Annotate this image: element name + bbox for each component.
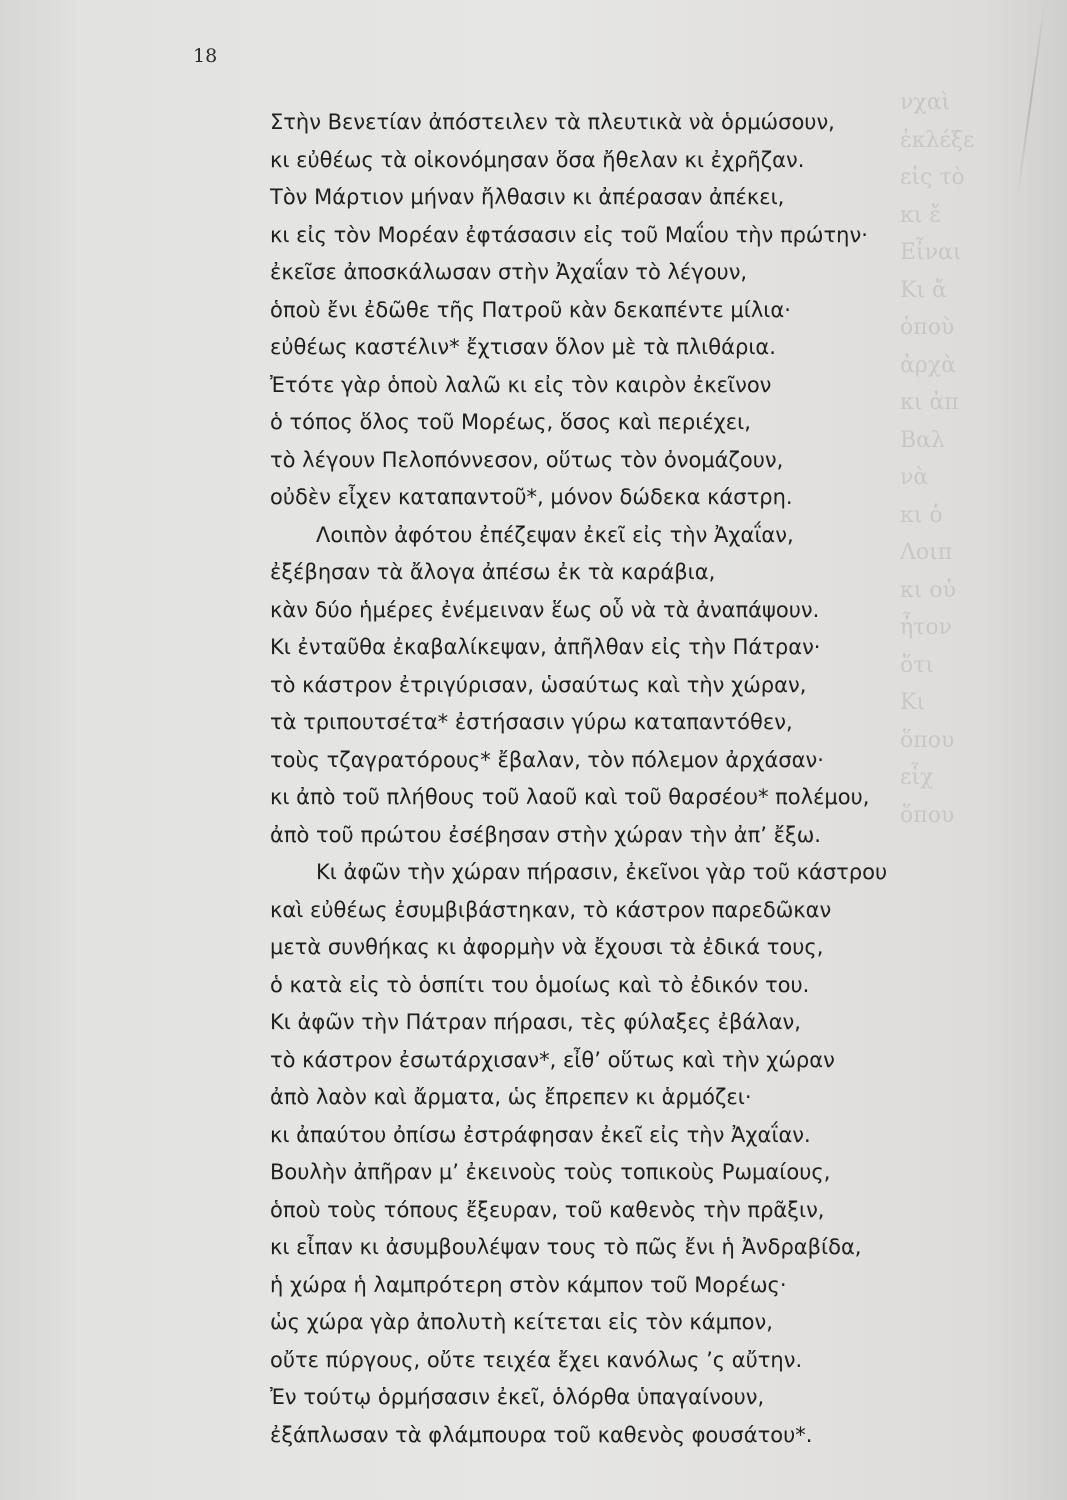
verse-line: εὐθέως καστέλιν* ἔχτισαν ὅλον μὲ τὰ πλιθάρια.: [270, 335, 776, 359]
verse-line: τὸ λέγουν Πελοπόννεσον, οὕτως τὸν ὀνομάζουν,: [270, 447, 784, 472]
verse-line: ὁ τόπος ὅλος τοῦ Μορέως, ὅσος καὶ περιέχει,: [270, 410, 751, 434]
verse-line: ἐξέβησαν τὰ ἄλογα ἀπέσω ἐκ τὰ καράβια,: [270, 560, 716, 584]
verse-line: τὸ κάστρον ἐτριγύρισαν, ὡσαύτως καὶ τὴν χώραν,: [270, 672, 807, 697]
verse-line: κι εὐθέως τὰ οἰκονόμησαν ὅσα ἤθελαν κι ἐχρῆζαν.: [270, 147, 805, 172]
verse-line: καὶ εὐθέως ἐσυμβιβάστηκαν, τὸ κάστρον παρεδῶκαν: [270, 897, 832, 922]
verse-line: μετὰ συνθήκας κι ἀφορμὴν νὰ ἔχουσι τὰ ἐδικά τους,: [270, 935, 824, 959]
verse-line: τοὺς τζαγρατόρους* ἔβαλαν, τὸν πόλεμον ἀρχάσαν·: [270, 747, 824, 772]
verse-line: κι ἀπὸ τοῦ πλήθους τοῦ λαοῦ καὶ τοῦ θαρσέου* πολέμου,: [270, 785, 870, 809]
verse-line: ὁ κατὰ εἰς τὸ ὁσπίτι του ὁμοίως καὶ τὸ ἐδικόν του.: [270, 972, 810, 997]
verse-line: Κι ἀφῶν τὴν Πάτραν πήρασι, τὲς φύλαξες ἐβάλαν,: [270, 1010, 801, 1034]
verse-line: Κι ἐνταῦθα ἐκαβαλίκεψαν, ἀπῆλθαν εἰς τὴν Πάτραν·: [270, 635, 821, 659]
verse-line: κι ἀπαύτου ὀπίσω ἐστράφησαν ἐκεῖ εἰς τὴν Ἀχαΐαν.: [270, 1122, 811, 1147]
verse-line: ὁποὺ τοὺς τόπους ἔξευραν, τοῦ καθενὸς τὴν πρᾶξιν,: [270, 1197, 825, 1222]
verse-line: ἀπὸ λαὸν καὶ ἄρματα, ὡς ἔπρεπεν κι ἁρμόζει·: [270, 1085, 752, 1109]
poem-text-block: [270, 104, 990, 1454]
verse-line: Λοιπὸν ἀφότου ἐπέζεψαν ἐκεῖ εἰς τὴν Ἀχαΐαν,: [316, 522, 794, 547]
verse-line: Στὴν Βενετίαν ἀπόστειλεν τὰ πλευτικὰ νὰ ὁρμώσουν,: [270, 110, 835, 134]
verse-line: οὔτε πύργους, οὔτε τειχέα ἔχει κανόλως ’ς αὔτην.: [270, 1347, 803, 1372]
verse-line: τὸ κάστρον ἐσωτάρχισαν*, εἶθ’ οὕτως καὶ τὴν χώραν: [270, 1047, 835, 1072]
verse-line: οὐδὲν εἶχεν καταπαντοῦ*, μόνον δώδεκα κάστρη.: [270, 485, 793, 509]
verse-line: Κι ἀφῶν τὴν χώραν πήρασιν, ἐκεῖνοι γὰρ τοῦ κάστρου: [316, 860, 888, 884]
verse-line: ἡ χώρα ἡ λαμπρότερη στὸν κάμπον τοῦ Μορέως·: [270, 1272, 787, 1297]
verse-line: Ἐν τούτῳ ὁρμήσασιν ἐκεῖ, ὁλόρθα ὑπαγαίνουν,: [270, 1385, 765, 1409]
verse-line: ὡς χώρα γὰρ ἀπολυτὴ κείτεται εἰς τὸν κάμπον,: [270, 1310, 773, 1334]
verse-line: ἐκεῖσε ἀποσκάλωσαν στὴν Ἀχαΐαν τὸ λέγουν,: [270, 260, 748, 284]
verse-line: κὰν δύο ἡμέρες ἐνέμειναν ἕως οὗ νὰ τὰ ἀναπάψουν.: [270, 597, 820, 622]
verse-line: ἐξάπλωσαν τὰ φλάμπουρα τοῦ καθενὸς φουσάτου*.: [270, 1422, 813, 1447]
verse-line: Τὸν Μάρτιον μήναν ἤλθασιν κι ἀπέρασαν ἀπέκει,: [270, 185, 785, 209]
verse-line: κι εἶπαν κι ἀσυμβουλέψαν τους τὸ πῶς ἔνι ἡ Ἀνδραβίδα,: [270, 1235, 862, 1259]
verse-line: Ἐτότε γὰρ ὁποὺ λαλῶ κι εἰς τὸν καιρὸν ἐκεῖνον: [270, 372, 772, 397]
verse-line: κι εἰς τὸν Μορέαν ἐφτάσασιν εἰς τοῦ Μαΐου τὴν πρώτην·: [270, 222, 868, 247]
verse-line: ὁποὺ ἔνι ἐδῶθε τῆς Πατροῦ κὰν δεκαπέντε μίλια·: [270, 297, 791, 322]
verse-line: Βουλὴν ἀπῆραν μ’ ἐκεινοὺς τοὺς τοπικοὺς Ρωμαίους,: [270, 1160, 831, 1184]
verse-line: τὰ τριπουτσέτα* ἐστήσασιν γύρω καταπαντόθεν,: [270, 710, 793, 734]
facing-page-bleed-through: νχαὶ ἐκλέξε εἰς τὸ κι ἔ Εἶναι Κι ἄ ὁποὺ ἀρχὰ κι ἀπ Βαλ νὰ κι ὁ Λοιπ κι οὐ ἦτον ὅτι Κι ὅπου εἶχ ὅπου: [900, 90, 975, 828]
page-number: 18: [193, 45, 218, 67]
verse-line: ἀπὸ τοῦ πρώτου ἐσέβησαν στὴν χώραν τὴν ἀπ’ ἔξω.: [270, 822, 821, 847]
